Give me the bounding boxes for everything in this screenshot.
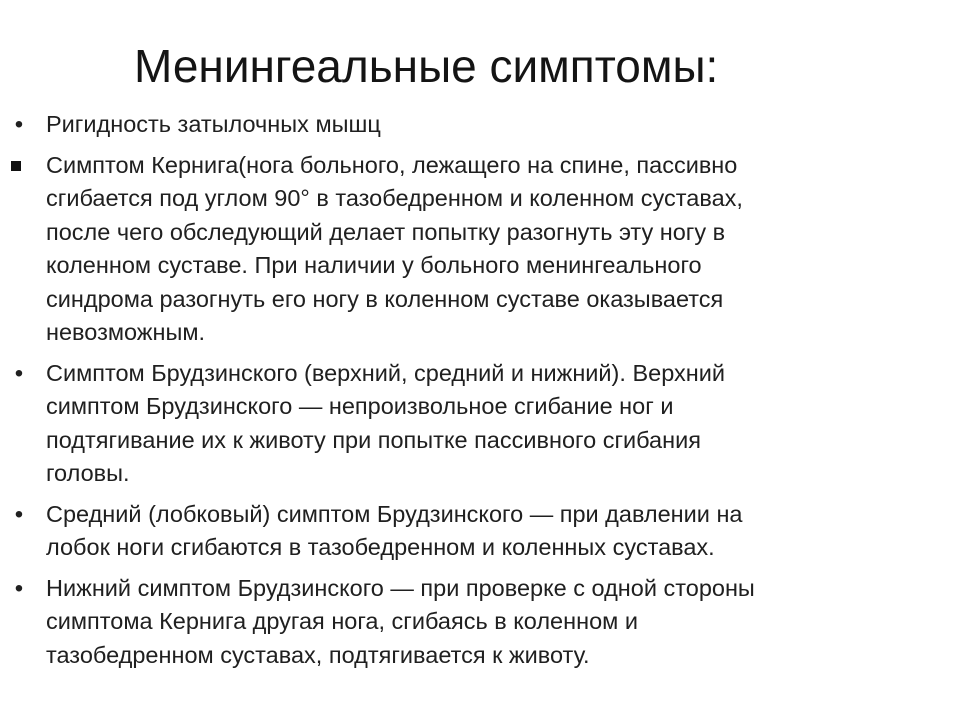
bullet-line: коленном суставе. При наличии у больного менингеального <box>46 252 702 278</box>
bullet-line: Нижний симптом Брудзинского — при проверке с одной стороны <box>46 574 755 601</box>
bullet-item <box>0 498 960 565</box>
bullet-line: после чего обследующий делает попытку разогнуть эту ногу в <box>46 218 726 245</box>
bullet-line: невозможным. <box>46 319 206 345</box>
bullet-item <box>0 572 960 673</box>
bullet-line: подтягивание их к животу при попытке пассивного сгибания <box>46 426 701 453</box>
bullet-line: симптома Кернига другая нога, сгибаясь в коленном и <box>46 608 638 634</box>
slide-title: Менингеальные симптомы: <box>134 40 719 92</box>
bullet-dot-icon: • <box>14 574 24 602</box>
bullet-line: Средний (лобковый) симптом Брудзинского — при давлении на <box>46 500 743 527</box>
bullet-line: тазобедренном суставах, подтягивается к животу. <box>46 641 590 668</box>
bullet-item <box>0 108 960 142</box>
bullet-line: Симптом Брудзинского (верхний, средний и нижний). Верхний <box>46 359 725 386</box>
bullet-line: головы. <box>46 460 130 486</box>
bullet-dot-icon: • <box>14 500 24 528</box>
bullet-line: лобок ноги сгибаются в тазобедренном и коленных суставах. <box>46 534 715 560</box>
bullet-line: синдрома разогнуть его ногу в коленном суставе оказывается <box>46 285 724 312</box>
bullet-item <box>0 357 960 491</box>
bullet-square-icon <box>11 161 21 171</box>
bullet-dot-icon: • <box>14 359 24 387</box>
bullet-line: симптом Брудзинского — непроизвольное сгибание ног и <box>46 393 674 419</box>
bullet-item <box>0 149 960 350</box>
bullet-list <box>0 108 960 679</box>
bullet-line: Симптом Кернига(нога больного, лежащего на спине, пассивно <box>46 151 738 178</box>
bullet-line: Ригидность затылочных мышц <box>46 111 381 137</box>
bullet-line: сгибается под углом 90° в тазобедренном и коленном суставах, <box>46 185 743 211</box>
bullet-dot-icon: • <box>14 111 24 138</box>
